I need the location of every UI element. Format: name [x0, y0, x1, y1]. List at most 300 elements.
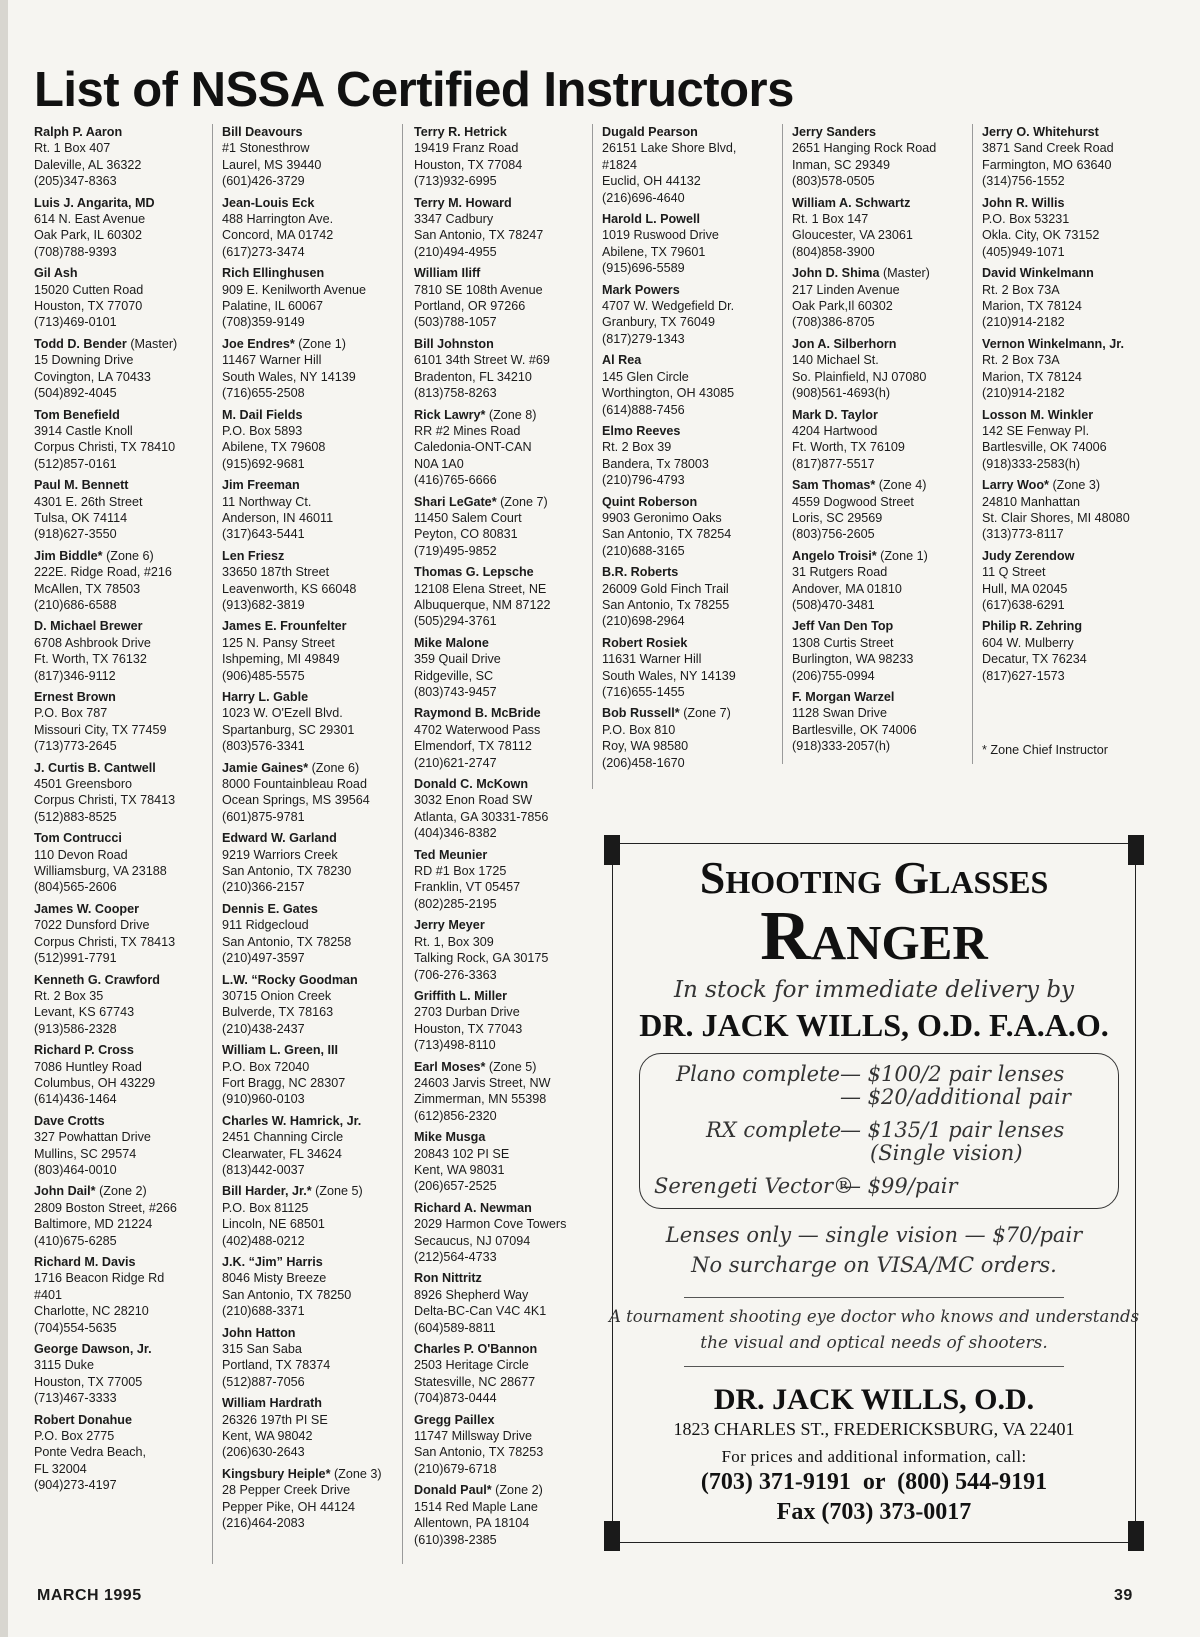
instructor-address-line: 2809 Boston Street, #266	[34, 1200, 177, 1215]
instructor-address-line: P.O. Box 787	[34, 706, 108, 721]
instructor-name-line	[222, 689, 397, 705]
instructor-phone: (915)696-5589	[602, 261, 685, 276]
column-divider	[212, 124, 213, 1564]
instructor-entry	[414, 494, 589, 560]
instructor-name: Jim Freeman	[222, 478, 300, 493]
ad-doctor-full: DR. JACK WILLS, O.D. F.A.A.O.	[639, 1007, 1109, 1043]
instructor-phone: (803)578-0505	[792, 174, 875, 189]
instructor-name: Tom Benefield	[34, 407, 120, 422]
instructor-name: Edward W. Garland	[222, 831, 337, 846]
instructor-name: Sam Thomas*	[792, 478, 876, 493]
instructor-address-line: Okla. City, OK 73152	[982, 228, 1100, 243]
instructor-address-line: P.O. Box 53231	[982, 212, 1070, 227]
instructor-name-line	[414, 635, 589, 651]
instructor-column-5	[792, 124, 967, 760]
instructor-entry	[602, 282, 777, 348]
instructor-name: John Dail*	[34, 1184, 96, 1199]
instructor-name: Judy Zerendow	[982, 548, 1075, 563]
instructor-phone: (210)366-2157	[222, 880, 305, 895]
instructor-address-line: San Antonio, TX 78253	[414, 1445, 544, 1460]
instructor-phone: (918)333-2057(h)	[792, 739, 891, 754]
instructor-phone: (719)495-9852	[414, 543, 497, 558]
ad-call-text: For prices and additional information, call:	[721, 1447, 1027, 1466]
instructor-phone: (617)638-6291	[982, 597, 1065, 612]
instructor-name: Gil Ash	[34, 266, 78, 281]
instructor-address-line: Loris, SC 29569	[792, 510, 883, 525]
instructor-name-line	[34, 760, 209, 776]
instructor-address-line: Clearwater, FL 34624	[222, 1146, 342, 1161]
ad-doctor: DR. JACK WILLS, O.D.	[713, 1383, 1035, 1416]
instructor-entry	[414, 124, 589, 190]
instructor-address-line: 140 Michael St.	[792, 353, 879, 368]
instructor-name-line	[414, 776, 589, 792]
instructor-name: Dennis E. Gates	[222, 901, 318, 916]
instructor-address-line: Houston, TX 77070	[34, 299, 143, 314]
instructor-address-line: Ishpeming, MI 49849	[222, 652, 340, 667]
instructor-address-line: 26009 Gold Finch Trail	[602, 581, 729, 596]
instructor-address-line: Decatur, TX 76234	[982, 652, 1087, 667]
instructor-phone: (803)756-2605	[792, 527, 875, 542]
instructor-entry	[34, 689, 209, 755]
instructor-name-line	[602, 282, 777, 298]
instructor-phone: (317)643-5441	[222, 527, 305, 542]
instructor-address-line: Spartanburg, SC 29301	[222, 722, 355, 737]
instructor-entry	[792, 407, 967, 473]
instructor-name: J.K. “Jim” Harris	[222, 1255, 323, 1269]
instructor-zone: (Zone 1)	[880, 548, 928, 563]
instructor-address-line: 7022 Dunsford Drive	[34, 918, 150, 933]
instructor-phone: (915)692-9681	[222, 456, 305, 471]
instructor-name-line	[222, 901, 397, 917]
instructor-name-line	[34, 124, 209, 140]
instructor-name: Kenneth G. Crawford	[34, 972, 160, 987]
instructor-address-line: P.O. Box 72040	[222, 1059, 310, 1074]
instructor-address-line: Rt. 1 Box 147	[792, 212, 869, 227]
price-value: — $20/additional pair	[840, 1085, 1071, 1109]
instructor-address-line: Ponte Vedra Beach,	[34, 1445, 147, 1460]
instructor-name-line	[414, 917, 589, 933]
instructor-name: Ralph P. Aaron	[34, 125, 123, 139]
instructor-phone: (817)346-9112	[34, 668, 116, 683]
instructor-address-line: 315 San Saba	[222, 1342, 302, 1357]
instructor-zone: (Zone 2)	[99, 1184, 147, 1199]
instructor-phone: (713)773-2645	[34, 739, 117, 754]
instructor-address-line: Baltimore, MD 21224	[34, 1217, 153, 1232]
instructor-name: M. Dail Fields	[222, 407, 303, 422]
instructor-name: Raymond B. McBride	[414, 706, 541, 721]
instructor-entry	[34, 124, 209, 190]
instructor-phone: (601)875-9781	[222, 809, 305, 824]
instructor-phone: (601)426-3729	[222, 174, 305, 189]
instructor-address-line: 6708 Ashbrook Drive	[34, 635, 151, 650]
instructor-phone: (804)565-2606	[34, 880, 117, 895]
instructor-address-line: P.O. Box 81125	[222, 1200, 309, 1215]
ad-fax: Fax (703) 373-0017	[776, 1499, 972, 1525]
instructor-entry	[792, 265, 967, 331]
instructor-zone: (Zone 6)	[311, 760, 360, 775]
instructor-entry	[414, 265, 589, 331]
instructor-name: Philip R. Zehring	[982, 619, 1083, 634]
instructor-address-line: Worthington, OH 43085	[602, 386, 735, 401]
instructor-address-line: 8926 Shepherd Way	[414, 1287, 529, 1302]
ad-headline: Shooting Glasses	[699, 852, 1049, 903]
instructor-name: Harold L. Powell	[602, 212, 700, 227]
instructor-name: Dave Crotts	[34, 1113, 105, 1128]
instructor-name: F. Morgan Warzel	[792, 690, 895, 704]
instructor-name: J. Curtis B. Cantwell	[34, 760, 156, 775]
instructor-address-line: 142 SE Fenway Pl.	[982, 423, 1090, 438]
instructor-phone: (910)960-0103	[222, 1092, 305, 1107]
instructor-address-line: 11467 Warner Hill	[222, 353, 322, 368]
instructor-entry	[982, 618, 1157, 684]
instructor-address-line: Pepper Pike, OH 44124	[222, 1499, 356, 1514]
instructor-entry	[602, 124, 777, 206]
instructor-address-line: Secaucus, NJ 07094	[414, 1233, 531, 1248]
instructor-name: Bill Johnston	[414, 336, 494, 351]
ad-phone-numbers: (703) 371-9191 or (800) 544-9191	[700, 1469, 1048, 1495]
instructor-address-line: Ocean Springs, MS 39564	[222, 793, 370, 808]
instructor-name-line	[414, 407, 589, 423]
instructor-entry	[414, 635, 589, 701]
instructor-address-line: 7810 SE 108th Avenue	[414, 282, 543, 297]
instructor-entry	[414, 1412, 589, 1478]
instructor-address-line: 2503 Heritage Circle	[414, 1358, 529, 1373]
instructor-entry	[982, 124, 1157, 190]
instructor-address-line: San Antonio, Tx 78255	[602, 597, 730, 612]
instructor-name-line	[222, 1183, 397, 1199]
instructor-name: Quint Roberson	[602, 494, 698, 509]
instructor-name-line	[34, 689, 209, 705]
instructor-column-3	[414, 124, 589, 1553]
instructor-address-line: Farmington, MO 63640	[982, 157, 1112, 172]
instructor-name: Bill Harder, Jr.*	[222, 1184, 312, 1199]
instructor-name: James E. Frounfelter	[222, 619, 347, 634]
instructor-name: Len Friesz	[222, 548, 285, 563]
instructor-address-line: Franklin, VT 05457	[414, 880, 521, 895]
instructor-address-line: Levant, KS 67743	[34, 1005, 135, 1020]
instructor-phone: (216)464-2083	[222, 1516, 305, 1531]
instructor-name-line	[414, 847, 589, 863]
instructor-address-line: Andover, MA 01810	[792, 581, 902, 596]
instructor-name-line	[222, 195, 397, 211]
instructor-address-line: Marion, TX 78124	[982, 369, 1082, 384]
instructor-name: Robert Rosiek	[602, 635, 688, 650]
instructor-entry	[34, 407, 209, 473]
instructor-phone: (503)788-1057	[414, 315, 497, 330]
instructor-name-line	[222, 1395, 397, 1411]
instructor-address-line: Bandera, Tx 78003	[602, 456, 709, 471]
instructor-name-line	[602, 494, 777, 510]
instructor-name-line	[34, 1254, 209, 1270]
instructor-phone: (210)621-2747	[414, 755, 497, 770]
instructor-entry	[414, 195, 589, 261]
instructor-entry	[222, 1466, 397, 1532]
instructor-address-line: South Wales, NY 14139	[602, 668, 736, 683]
instructor-name-line	[982, 548, 1157, 564]
instructor-address-line: 359 Quail Drive	[414, 652, 501, 667]
instructor-entry	[34, 1341, 209, 1407]
instructor-zone: (Zone 5)	[488, 1059, 537, 1074]
instructor-address-line: Palatine, IL 60067	[222, 299, 324, 314]
instructor-name-line	[222, 407, 397, 423]
instructor-name: Bob Russell*	[602, 706, 680, 721]
instructor-address-line: #1824	[602, 157, 638, 172]
instructor-name-line	[792, 689, 967, 705]
instructor-name-line	[414, 564, 589, 580]
instructor-address-line: Covington, LA 70433	[34, 369, 151, 384]
instructor-name-line	[414, 988, 589, 1004]
footnote: * Zone Chief Instructor	[982, 743, 1108, 757]
instructor-phone: (313)773-8117	[982, 527, 1064, 542]
instructor-name: Bill Deavours	[222, 125, 303, 139]
instructor-name: Vernon Winkelmann, Jr.	[982, 336, 1124, 351]
instructor-zone: (Zone 2)	[495, 1483, 543, 1498]
instructor-phone: (210)686-6588	[34, 597, 117, 612]
instructor-zone: (Zone 6)	[106, 548, 154, 563]
instructor-address-line: #1 Stonesthrow	[222, 141, 310, 156]
instructor-address-line: San Antonio, TX 78247	[414, 228, 544, 243]
instructor-name-line	[982, 195, 1157, 211]
instructor-entry	[34, 760, 209, 826]
instructor-name-line	[34, 265, 209, 281]
instructor-address-line: Concord, MA 01742	[222, 228, 334, 243]
instructor-entry	[414, 407, 589, 489]
instructor-name: Harry L. Gable	[222, 690, 309, 704]
instructor-name-line	[34, 336, 209, 352]
instructor-name: William Iliff	[414, 266, 481, 281]
instructor-address-line: St. Clair Shores, MI 48080	[982, 510, 1130, 525]
instructor-address-line: Charlotte, NC 28210	[34, 1304, 149, 1319]
instructor-zone: (Zone 5)	[315, 1184, 363, 1199]
instructor-phone: (210)914-2182	[982, 386, 1065, 401]
instructor-address-line: 222E. Ridge Road, #216	[34, 565, 172, 580]
ad-surcharge: No surcharge on VISA/MC orders.	[691, 1253, 1057, 1277]
price-value: — $135/1 pair lenses	[840, 1118, 1065, 1142]
instructor-address-line: Tulsa, OK 74114	[34, 510, 128, 525]
instructor-entry	[792, 195, 967, 261]
instructor-phone: (908)561-4693(h)	[792, 386, 891, 401]
instructor-name-line	[222, 972, 397, 988]
instructor-name: Robert Donahue	[34, 1412, 132, 1427]
instructor-zone: (Zone 7)	[683, 706, 731, 721]
instructor-phone: (802)285-2195	[414, 896, 497, 911]
instructor-phone: (314)756-1552	[982, 174, 1065, 189]
instructor-address-line: Ft. Worth, TX 76109	[792, 440, 905, 455]
instructor-name: Losson M. Winkler	[982, 407, 1094, 422]
instructor-name: Larry Woo*	[982, 478, 1049, 493]
instructor-name: Donald Paul*	[414, 1483, 492, 1498]
instructor-name: Jean-Louis Eck	[222, 195, 315, 210]
instructor-name-line	[222, 336, 397, 352]
instructor-name-line	[222, 477, 397, 493]
instructor-phone: (210)688-3165	[602, 543, 685, 558]
instructor-address-line: Ft. Worth, TX 76132	[34, 652, 147, 667]
instructor-name: Todd D. Bender	[34, 336, 127, 351]
instructor-name: William A. Schwartz	[792, 195, 911, 210]
instructor-entry	[222, 1325, 397, 1391]
instructor-address-line: Portland, OR 97266	[414, 299, 526, 314]
instructor-name: Elmo Reeves	[602, 423, 681, 438]
instructor-name-line	[982, 618, 1157, 634]
instructor-phone: (716)655-1455	[602, 685, 685, 699]
instructor-address-line: 24810 Manhattan	[982, 494, 1081, 509]
instructor-address-line: Bartlesville, OK 74006	[792, 722, 917, 737]
instructor-entry	[34, 265, 209, 331]
instructor-phone: (404)346-8382	[414, 826, 497, 841]
instructor-address-line: P.O. Box 5893	[222, 423, 303, 438]
instructor-phone: (803)464-0010	[34, 1162, 117, 1177]
instructor-address-line: FL 32004	[34, 1461, 87, 1476]
instructor-phone: (210)698-2964	[602, 614, 685, 629]
instructor-address-line: Fort Bragg, NC 28307	[222, 1075, 346, 1090]
instructor-address-line: Bulverde, TX 78163	[222, 1005, 334, 1020]
instructor-entry	[222, 477, 397, 543]
instructor-address-line: 11631 Warner Hill	[602, 652, 702, 667]
instructor-address-line: Rt. 2 Box 73A	[982, 282, 1060, 297]
instructor-address-line: 3871 Sand Creek Road	[982, 141, 1114, 156]
instructor-phone: (713)498-8110	[414, 1038, 496, 1053]
instructor-name-line	[602, 564, 777, 580]
instructor-name: Richard P. Cross	[34, 1043, 134, 1058]
instructor-name-line	[414, 1129, 589, 1145]
instructor-column-2	[222, 124, 397, 1537]
instructor-entry	[602, 211, 777, 277]
instructor-address-line: 614 N. East Avenue	[34, 212, 146, 227]
instructor-entry	[414, 847, 589, 913]
instructor-entry	[414, 1129, 589, 1195]
instructor-name-line	[222, 1254, 397, 1270]
instructor-entry	[222, 760, 397, 826]
instructor-address-line: 1716 Beacon Ridge Rd	[34, 1271, 165, 1286]
instructor-name: B.R. Roberts	[602, 565, 679, 580]
instructor-name-line	[792, 407, 967, 423]
instructor-address-line: Burlington, WA 98233	[792, 652, 914, 667]
instructor-phone: (817)627-1573	[982, 668, 1065, 683]
instructor-entry	[34, 548, 209, 614]
instructor-name-line	[414, 705, 589, 721]
instructor-phone: (210)494-4955	[414, 244, 497, 259]
instructor-zone: (Zone 3)	[1052, 478, 1101, 493]
instructor-address-line: 4501 Greensboro	[34, 777, 133, 792]
scan-edge	[0, 0, 8, 1637]
instructor-name: Jeff Van Den Top	[792, 619, 894, 634]
instructor-phone: (512)991-7791	[34, 951, 117, 966]
instructor-entry	[414, 564, 589, 630]
instructor-name-line	[222, 1325, 397, 1341]
instructor-entry	[222, 689, 397, 755]
instructor-name-line	[602, 211, 777, 227]
instructor-phone: (713)467-3333	[34, 1391, 117, 1406]
instructor-entry	[602, 564, 777, 630]
instructor-address-line: 31 Rutgers Road	[792, 565, 888, 580]
instructor-name-line	[414, 336, 589, 352]
instructor-name: John Hatton	[222, 1325, 296, 1340]
instructor-address-line: Rt. 2 Box 39	[602, 440, 672, 455]
instructor-entry	[792, 336, 967, 402]
instructor-name-line	[792, 124, 967, 140]
instructor-address-line: P.O. Box 2775	[34, 1429, 115, 1444]
instructor-name-line	[792, 195, 967, 211]
instructor-name: Al Rea	[602, 353, 642, 368]
instructor-address-line: San Antonio, TX 78250	[222, 1287, 352, 1302]
instructor-name-line	[222, 265, 397, 281]
column-divider	[592, 124, 593, 789]
instructor-address-line: 15020 Cutten Road	[34, 282, 144, 297]
instructor-address-line: Houston, TX 77005	[34, 1374, 143, 1389]
instructor-phone: (704)554-5635	[34, 1320, 117, 1335]
instructor-address-line: 1514 Red Maple Lane	[414, 1499, 538, 1514]
instructor-address-line: 911 Ridgecloud	[222, 918, 309, 933]
instructor-entry	[34, 1254, 209, 1336]
instructor-address-line: San Antonio, TX 78254	[602, 527, 732, 542]
instructor-name: Earl Moses*	[414, 1059, 486, 1074]
instructor-name-line	[34, 618, 209, 634]
instructor-address-line: McAllen, TX 78503	[34, 581, 141, 596]
instructor-name: Luis J. Angarita, MD	[34, 195, 155, 210]
instructor-address-line: 33650 187th Street	[222, 565, 330, 580]
instructor-name-line	[792, 548, 967, 564]
instructor-address-line: Kent, WA 98031	[414, 1162, 505, 1177]
instructor-address-line: 2651 Hanging Rock Road	[792, 141, 937, 156]
instructor-address-line: Roy, WA 98580	[602, 739, 689, 754]
instructor-address-line: RD #1 Box 1725	[414, 864, 507, 879]
instructor-entry	[222, 901, 397, 967]
instructor-entry	[34, 336, 209, 402]
instructor-address-line: 8000 Fountainbleau Road	[222, 777, 367, 792]
instructor-address-line: Laurel, MS 39440	[222, 157, 322, 172]
instructor-address-line: 4301 E. 26th Street	[34, 494, 143, 509]
instructor-name-line	[34, 1412, 209, 1428]
instructor-entry	[222, 618, 397, 684]
price-value: — $99/pair	[840, 1174, 958, 1198]
instructor-name: Rick Lawry*	[414, 407, 486, 422]
instructor-name: Jerry Meyer	[414, 918, 485, 933]
instructor-name-line	[34, 1113, 209, 1129]
instructor-address-line: 2451 Channing Circle	[222, 1130, 344, 1145]
instructor-name: Ted Meunier	[414, 847, 488, 862]
instructor-zone: (Master)	[882, 266, 930, 281]
instructor-phone: (210)497-3597	[222, 951, 305, 966]
instructor-zone: (Zone 4)	[878, 478, 927, 493]
instructor-address-line: Lincoln, NE 68501	[222, 1217, 325, 1232]
instructor-name-line	[982, 124, 1157, 140]
instructor-entry	[414, 988, 589, 1054]
instructor-address-line: RR #2 Mines Road	[414, 423, 521, 438]
instructor-name-line	[602, 124, 777, 140]
instructor-address-line: 9903 Geronimo Oaks	[602, 510, 722, 525]
instructor-name-line	[602, 705, 777, 721]
instructor-phone: (210)438-2437	[222, 1021, 305, 1036]
instructor-phone: (803)743-9457	[414, 685, 497, 699]
instructor-address-line: Albuquerque, NM 87122	[414, 597, 551, 612]
price-list-box	[639, 1053, 1119, 1209]
instructor-address-line: Euclid, OH 44132	[602, 174, 701, 189]
instructor-name-line	[414, 1270, 589, 1286]
instructor-phone: (918)333-2583(h)	[982, 456, 1081, 471]
ad-divider	[684, 1366, 1064, 1367]
instructor-phone: (614)436-1464	[34, 1092, 117, 1107]
instructor-phone: (402)488-0212	[222, 1233, 305, 1248]
instructor-name: Jerry O. Whitehurst	[982, 125, 1099, 139]
instructor-entry	[222, 1254, 397, 1320]
instructor-address-line: 6101 34th Street W. #69	[414, 353, 550, 368]
instructor-address-line: 327 Powhattan Drive	[34, 1130, 151, 1145]
instructor-name: Ernest Brown	[34, 690, 116, 704]
instructor-name: David Winkelmann	[982, 266, 1094, 281]
instructor-address-line: Abilene, TX 79601	[602, 244, 706, 259]
instructor-name-line	[414, 124, 589, 140]
instructor-entry	[602, 423, 777, 489]
